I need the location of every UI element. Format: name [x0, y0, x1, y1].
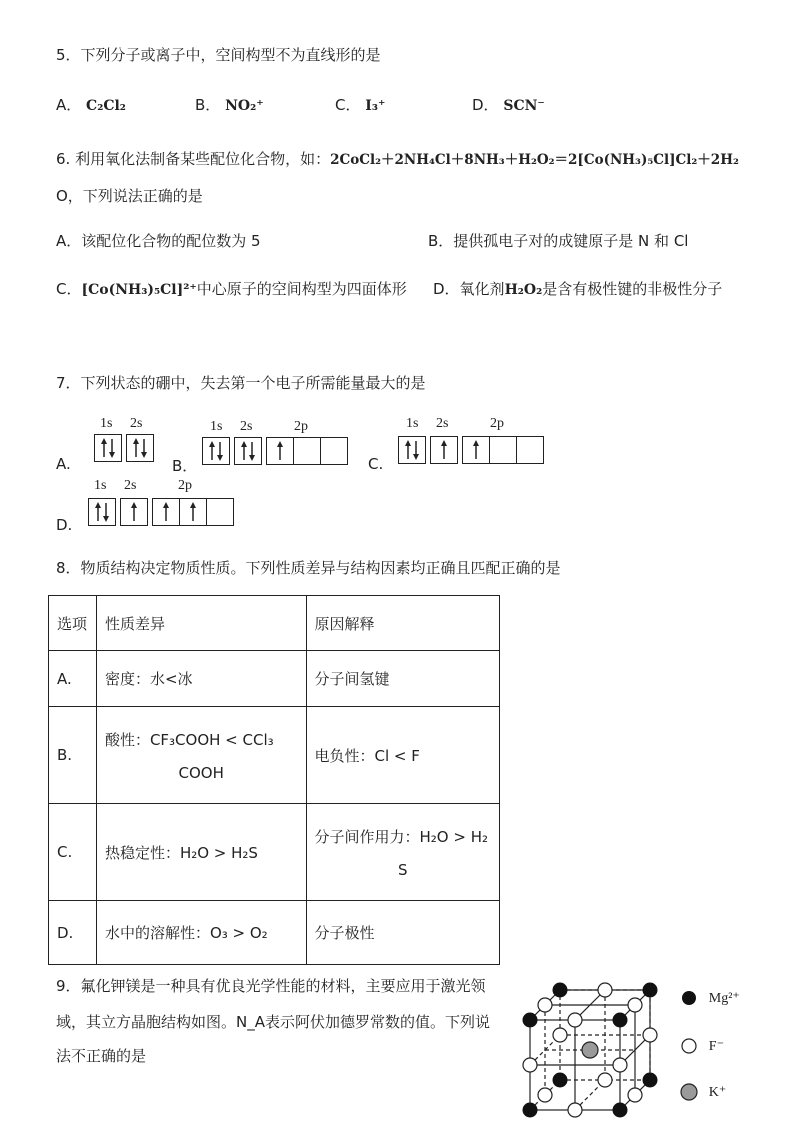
orbital-box-2p	[462, 436, 544, 464]
table-header-reason: 原因解释	[306, 596, 500, 651]
legend-f	[680, 1036, 724, 1055]
table-cell-option: B.	[49, 707, 97, 804]
q6-stem-line2: O，下列说法正确的是	[56, 187, 203, 205]
q7-option-d-letter: D.	[56, 516, 73, 534]
orbital-label-1s: 1s	[94, 478, 107, 493]
legend-f-label: F⁻	[708, 1039, 724, 1054]
q7-option-b-letter: B．	[172, 457, 198, 475]
q6-stem-text: 6. 利用氧化法制备某些配位化合物，如：	[56, 150, 331, 168]
table-header-row	[49, 596, 500, 651]
q5-option-d-formula: SCN⁻	[503, 98, 545, 114]
q6-option-d	[433, 278, 722, 299]
orbital-box-2s	[430, 436, 458, 464]
q6-option-c-label: C．	[56, 280, 82, 298]
q7-option-a-letter: A.	[56, 455, 71, 473]
orbital-box-2p	[152, 498, 234, 526]
table-cell-option: D.	[49, 901, 97, 965]
k-ion-icon	[680, 1083, 698, 1101]
table-row	[49, 804, 500, 901]
table-header-option: 选项	[49, 596, 97, 651]
q9-line3: 法不正确的是	[56, 1047, 147, 1065]
q7-stem: 7．下列状态的硼中，失去第一个电子所需能量最大的是	[56, 374, 426, 392]
legend-k	[680, 1082, 726, 1101]
q6-option-c-text: 中心原子的空间构型为四面体形	[196, 280, 407, 298]
table-cell-reason: 分子间氢键	[306, 651, 500, 707]
orbital-label-1s: 1s	[406, 416, 419, 431]
q5-stem: 5．下列分子或离子中，空间构型不为直线形的是	[56, 46, 381, 64]
q5-option-b-formula: NO₂⁺	[225, 98, 264, 114]
orbital-label-2s: 2s	[124, 478, 137, 493]
orbital-box-2s	[234, 437, 262, 465]
q9-line2: 域，其立方晶胞结构如图。N_A表示阿伏加德罗常数的值。下列说	[56, 1013, 490, 1031]
orbital-label-2s: 2s	[436, 416, 449, 431]
orbital-label-2p: 2p	[178, 478, 192, 493]
table-cell-reason-line1: 分子间作用力：H₂O > H₂	[314, 827, 488, 846]
q6-option-c-formula: [Co(NH₃)₅Cl]²⁺	[81, 282, 197, 298]
table-row	[49, 651, 500, 707]
table-cell-reason: 分子极性	[306, 901, 500, 965]
orbital-box-1s	[202, 437, 230, 465]
mg-ion-icon	[680, 989, 698, 1007]
q6-equation: 2CoCl₂＋2NH₄Cl＋8NH₃＋H₂O₂＝2[Co(NH₃)₅Cl]Cl₂＋2H₂	[330, 152, 739, 168]
table-cell-property: 水中的溶解性：O₃ > O₂	[96, 901, 306, 965]
q6-option-b: B．提供孤电子对的成键原子是 N 和 Cl	[428, 232, 689, 250]
table-row	[49, 707, 500, 804]
orbital-label-2s: 2s	[130, 416, 143, 431]
table-header-property: 性质差异	[96, 596, 306, 651]
table-cell-property-line1: 酸性：CF₃COOH < CCl₃	[104, 730, 274, 749]
orbital-box-2p	[266, 437, 348, 465]
q5-option-c	[335, 94, 385, 115]
legend-k-label: K⁺	[708, 1085, 727, 1100]
q5-option-a-letter: A．	[56, 96, 82, 114]
q7-option-c-letter: C.	[368, 455, 384, 473]
orbital-box-2s	[120, 498, 148, 526]
table-cell-property: 密度：水<冰	[96, 651, 306, 707]
q5-option-c-letter: C．	[335, 96, 361, 114]
table-cell-property	[96, 707, 306, 804]
table-cell-reason: 电负性：Cl < F	[306, 707, 500, 804]
orbital-box-2s	[126, 434, 154, 462]
q8-table	[48, 595, 500, 965]
orbital-box-1s	[94, 434, 122, 462]
table-cell-property-line2: COOH	[178, 763, 224, 782]
q6-option-d-label: D．氧化剂	[433, 280, 505, 298]
q6-option-c	[56, 278, 407, 299]
table-cell-option: A.	[49, 651, 97, 707]
q6-option-d-text: 是含有极性键的非极性分子	[542, 280, 723, 298]
orbital-box-1s	[88, 498, 116, 526]
table-cell-reason	[306, 804, 500, 901]
q5-option-b	[195, 94, 264, 115]
q5-option-d	[472, 94, 545, 115]
legend-mg-label: Mg²⁺	[708, 991, 740, 1006]
q8-stem: 8．物质结构决定物质性质。下列性质差异与结构因素均正确且匹配正确的是	[56, 559, 561, 577]
legend-mg	[680, 988, 740, 1007]
table-row	[49, 901, 500, 965]
q5-option-c-formula: I₃⁺	[365, 98, 386, 114]
orbital-label-2p: 2p	[490, 416, 504, 431]
orbital-label-2s: 2s	[240, 419, 253, 434]
q5-option-d-letter: D．	[472, 96, 499, 114]
f-ion-icon	[680, 1037, 698, 1055]
q9-line1: 9．氟化钾镁是一种具有优良光学性能的材料，主要应用于激光领	[56, 977, 486, 995]
orbital-label-1s: 1s	[100, 416, 113, 431]
table-cell-option: C.	[49, 804, 97, 901]
crystal-cell-figure	[518, 978, 668, 1118]
table-cell-property: 热稳定性：H₂O > H₂S	[96, 804, 306, 901]
orbital-label-2p: 2p	[294, 419, 308, 434]
q5-option-b-letter: B．	[195, 96, 221, 114]
q5-option-a-formula: C₂Cl₂	[86, 98, 126, 114]
table-cell-reason-line2: S	[397, 860, 408, 879]
q6-option-a: A．该配位化合物的配位数为 5	[56, 232, 261, 250]
q5-option-a	[56, 94, 126, 115]
q6-stem-line1	[56, 148, 739, 169]
orbital-label-1s: 1s	[210, 419, 223, 434]
orbital-box-1s	[398, 436, 426, 464]
q6-option-d-formula: H₂O₂	[504, 282, 543, 298]
